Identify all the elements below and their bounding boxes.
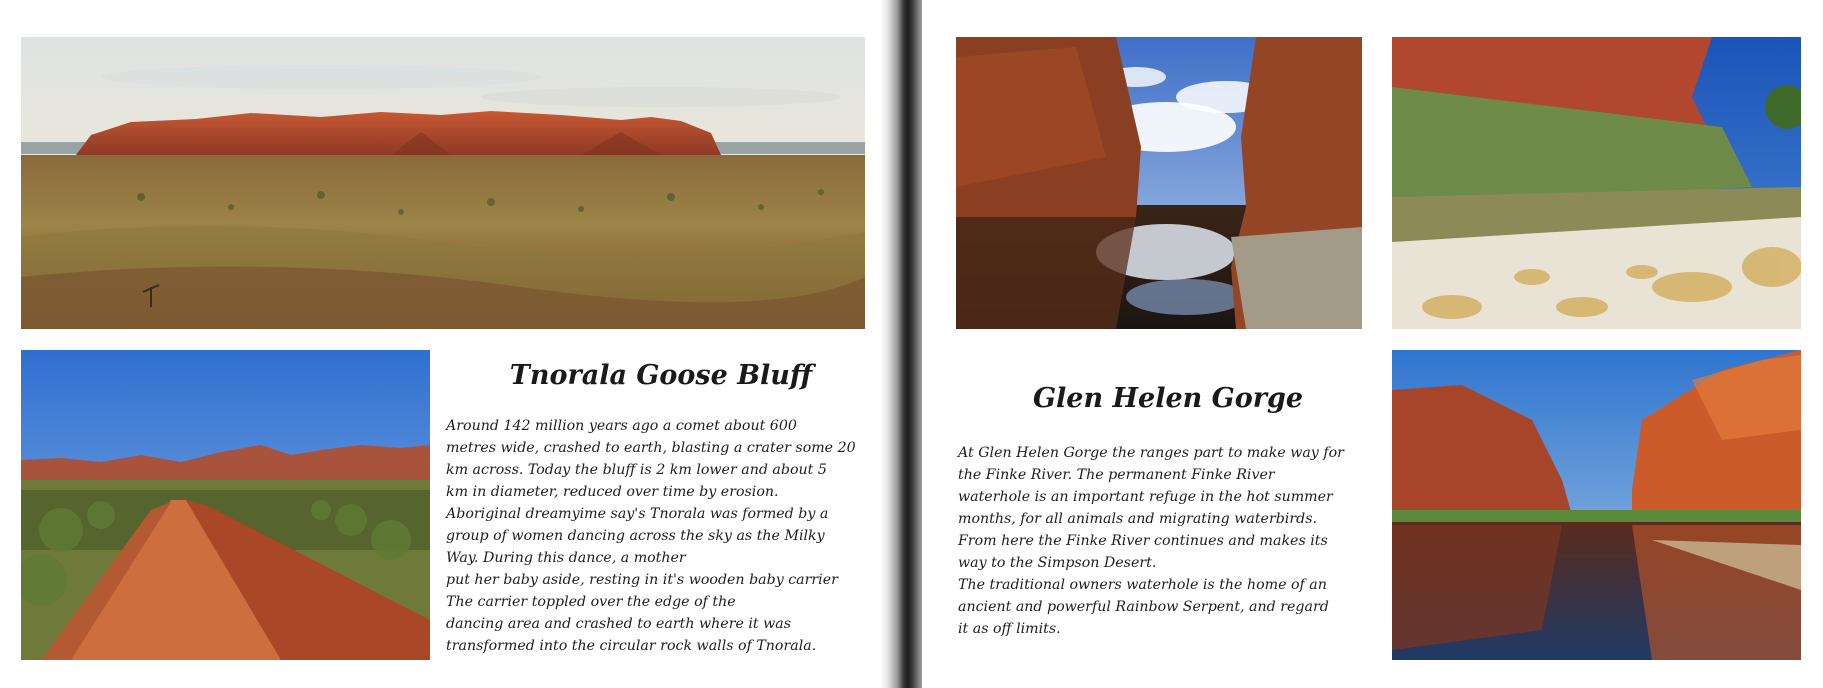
text-line: From here the Finke River continues and makes its <box>958 533 1328 549</box>
text-line: The traditional owners waterhole is the home of an <box>958 577 1327 593</box>
tnorala-panorama-photo <box>21 37 865 329</box>
text-line: Around 142 million years ago a comet about 600 <box>446 418 797 434</box>
glen-helen-description <box>958 442 1378 640</box>
sandy-riverbed-photo <box>1392 37 1801 329</box>
text-line: metres wide, crashed to earth, blasting a crater some 20 <box>446 440 856 456</box>
left-page <box>0 0 896 688</box>
text-line: Way. During this dance, a mother <box>446 550 686 566</box>
text-line: The carrier toppled over the edge of the <box>446 594 736 610</box>
tnorala-title: Tnorala Goose Bluff <box>509 360 813 391</box>
text-line: km in diameter, reduced over time by erosion. <box>446 484 779 500</box>
text-line: put her baby aside, resting in it's wooden baby carrier <box>446 572 838 588</box>
text-line: transformed into the circular rock walls of Tnorala. <box>446 638 817 654</box>
text-line: dancing area and crashed to earth where it was <box>446 616 792 632</box>
text-line: months, for all animals and migrating waterbirds. <box>958 511 1317 527</box>
text-line: ancient and powerful Rainbow Serpent, and regard <box>958 599 1329 615</box>
glen-helen-title: Glen Helen Gorge <box>1032 383 1304 414</box>
glen-helen-gorge-photo <box>1392 350 1801 660</box>
text-line: km across. Today the bluff is 2 km lower and about 5 <box>446 462 827 478</box>
text-line: At Glen Helen Gorge the ranges part to make way for <box>958 445 1344 461</box>
red-dirt-road-photo <box>21 350 430 660</box>
text-line: it as off limits. <box>958 621 1061 637</box>
glen-helen-text-block <box>958 383 1378 673</box>
text-line: the Finke River. The permanent Finke River <box>958 467 1275 483</box>
right-page <box>922 0 1823 688</box>
gorge-water-reflection-photo <box>956 37 1362 329</box>
text-line: Aboriginal dreamyime say's Tnorala was formed by a <box>446 506 829 522</box>
text-line: waterhole is an important refuge in the hot summer <box>958 489 1333 505</box>
text-line: group of women dancing across the sky as the Milky <box>446 528 825 544</box>
tnorala-text-block <box>446 360 876 670</box>
text-line: way to the Simpson Desert. <box>958 555 1157 571</box>
tnorala-description <box>446 415 876 657</box>
